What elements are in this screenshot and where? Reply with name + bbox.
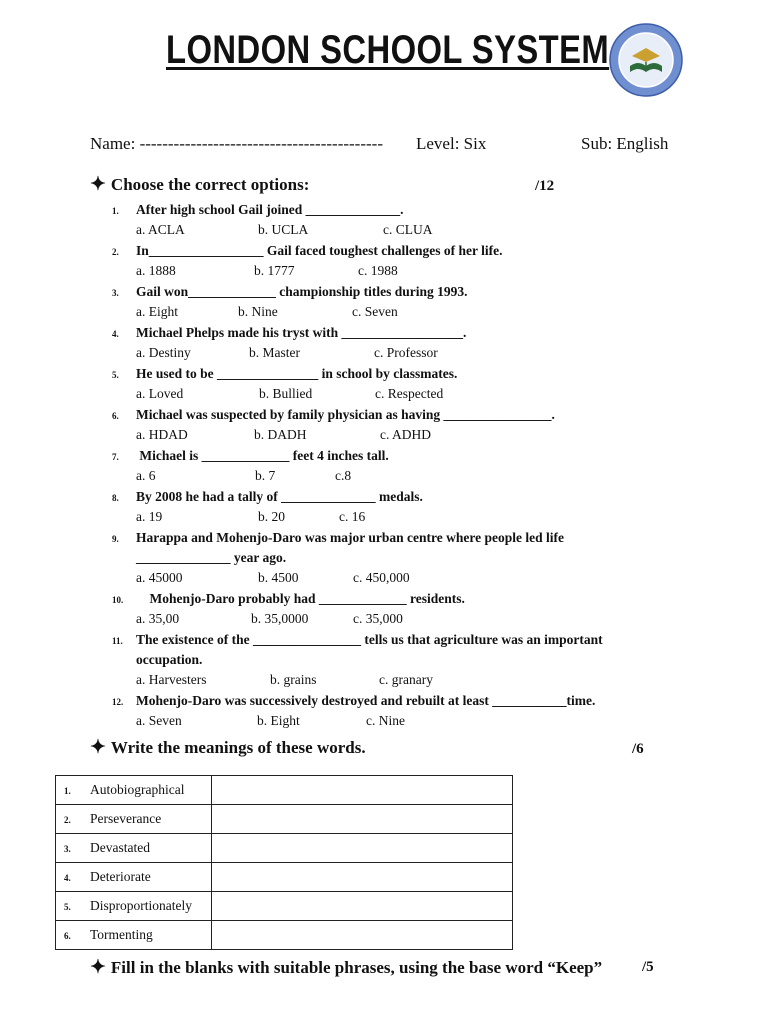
answer-option: c. Nine <box>366 713 405 728</box>
answer-option: b. Nine <box>238 304 278 319</box>
section1-heading: Choose the correct options: <box>110 175 310 194</box>
answer-option: c. Respected <box>375 386 444 401</box>
word-number: 2. <box>64 815 71 825</box>
question-text: By 2008 he had a tally of ______________ medals. <box>136 489 423 504</box>
star-bullet-icon: ✦ <box>90 174 106 195</box>
question-text: After high school Gail joined ______________. <box>136 202 404 217</box>
answer-option: c. 16 <box>339 509 366 524</box>
word-cell <box>56 892 212 921</box>
answer-option: a. Destiny <box>136 345 191 360</box>
meaning-answer-cell[interactable] <box>212 892 513 921</box>
table-row <box>56 805 513 834</box>
question-number: 12. <box>112 697 124 707</box>
word-number: 3. <box>64 844 71 854</box>
question-text: In_________________ Gail faced toughest challenges of her life. <box>136 243 503 258</box>
school-logo-icon <box>608 22 684 98</box>
section3-marks: /5 <box>642 959 654 975</box>
answer-option: b. grains <box>270 672 317 687</box>
table-row <box>56 834 513 863</box>
word-label: Disproportionately <box>90 898 192 913</box>
question-number: 5. <box>112 370 119 380</box>
star-bullet-icon: ✦ <box>90 737 106 758</box>
answer-option: b. 1777 <box>254 263 295 278</box>
meaning-answer-cell[interactable] <box>212 805 513 834</box>
answer-option: b. UCLA <box>258 222 309 237</box>
question-text: Michael was suspected by family physician as having ________________. <box>136 407 555 422</box>
word-meanings-table <box>55 775 513 950</box>
answer-option: c. ADHD <box>380 427 431 442</box>
question-number: 3. <box>112 288 119 298</box>
question-text-continued: occupation. <box>136 652 203 667</box>
answer-option: a. ACLA <box>136 222 185 237</box>
word-label: Autobiographical <box>90 782 185 797</box>
question-text: He used to be _______________ in school by classmates. <box>136 366 458 381</box>
section-heading <box>90 173 309 196</box>
question-text-continued: ______________ year ago. <box>136 550 287 565</box>
section-heading <box>90 956 602 979</box>
answer-option: b. 20 <box>258 509 285 524</box>
question-text: The existence of the ________________ tells us that agriculture was an important <box>136 632 603 647</box>
answer-option: a. HDAD <box>136 427 188 442</box>
answer-option: a. Eight <box>136 304 178 319</box>
word-number: 1. <box>64 786 71 796</box>
meaning-answer-cell[interactable] <box>212 921 513 950</box>
question-text: Gail won_____________ championship titles during 1993. <box>136 284 468 299</box>
table-row <box>56 776 513 805</box>
word-cell <box>56 863 212 892</box>
answer-option: c. 1988 <box>358 263 398 278</box>
answer-option: b. Master <box>249 345 300 360</box>
section2-marks: /6 <box>632 741 644 757</box>
word-number: 6. <box>64 931 71 941</box>
word-cell <box>56 805 212 834</box>
answer-option: c. granary <box>379 672 433 687</box>
word-label: Tormenting <box>90 927 153 942</box>
word-label: Devastated <box>90 840 150 855</box>
question-number: 4. <box>112 329 119 339</box>
table-row <box>56 892 513 921</box>
table-row <box>56 863 513 892</box>
answer-option: b. Eight <box>257 713 300 728</box>
subject-label: Sub: English <box>581 134 669 153</box>
question-number: 7. <box>112 452 119 462</box>
answer-option: a. 6 <box>136 468 156 483</box>
star-bullet-icon: ✦ <box>90 957 106 978</box>
answer-option: a. 1888 <box>136 263 176 278</box>
answer-option: b. 4500 <box>258 570 299 585</box>
question-number: 1. <box>112 206 119 216</box>
answer-option: b. Bullied <box>259 386 313 401</box>
section3-heading: Fill in the blanks with suitable phrases, using the base word “Keep” <box>110 958 603 977</box>
question-text: Mohenjo-Daro probably had _____________ residents. <box>136 591 465 606</box>
answer-option: c.8 <box>335 468 352 483</box>
level-label: Level: Six <box>416 134 487 153</box>
meaning-answer-cell[interactable] <box>212 834 513 863</box>
name-field: Name: ------------------------------------------- <box>90 134 383 153</box>
question-text: Mohenjo-Daro was successively destroyed and rebuilt at least ___________time. <box>136 693 596 708</box>
answer-option: c. CLUA <box>383 222 433 237</box>
meaning-answer-cell[interactable] <box>212 863 513 892</box>
question-number: 10. <box>112 595 124 605</box>
answer-option: b. DADH <box>254 427 307 442</box>
question-number: 9. <box>112 534 119 544</box>
word-number: 5. <box>64 902 71 912</box>
question-text: Michael Phelps made his tryst with __________________. <box>136 325 467 340</box>
word-cell <box>56 921 212 950</box>
section-heading <box>90 736 366 759</box>
page-title: LONDON SCHOOL SYSTEM <box>166 28 610 72</box>
table-row <box>56 921 513 950</box>
answer-option: a. 19 <box>136 509 163 524</box>
word-label: Deteriorate <box>90 869 151 884</box>
word-cell <box>56 834 212 863</box>
answer-option: c. Professor <box>374 345 438 360</box>
answer-option: c. Seven <box>352 304 398 319</box>
question-number: 11. <box>112 636 123 646</box>
question-text: Michael is _____________ feet 4 inches tall. <box>136 448 389 463</box>
answer-option: b. 35,0000 <box>251 611 309 626</box>
question-number: 6. <box>112 411 119 421</box>
question-number: 8. <box>112 493 119 503</box>
word-number: 4. <box>64 873 71 883</box>
answer-option: a. Loved <box>136 386 184 401</box>
answer-option: a. Harvesters <box>136 672 207 687</box>
word-label: Perseverance <box>90 811 162 826</box>
answer-option: a. 45000 <box>136 570 183 585</box>
answer-option: c. 450,000 <box>353 570 410 585</box>
meaning-answer-cell[interactable] <box>212 776 513 805</box>
question-number: 2. <box>112 247 119 257</box>
answer-option: a. 35,00 <box>136 611 180 626</box>
question-text: Harappa and Mohenjo-Daro was major urban centre where people led life <box>136 530 564 545</box>
section1-marks: /12 <box>535 178 555 194</box>
answer-option: a. Seven <box>136 713 182 728</box>
answer-option: c. 35,000 <box>353 611 403 626</box>
section2-heading: Write the meanings of these words. <box>110 738 366 757</box>
answer-option: b. 7 <box>255 468 276 483</box>
word-cell <box>56 776 212 805</box>
